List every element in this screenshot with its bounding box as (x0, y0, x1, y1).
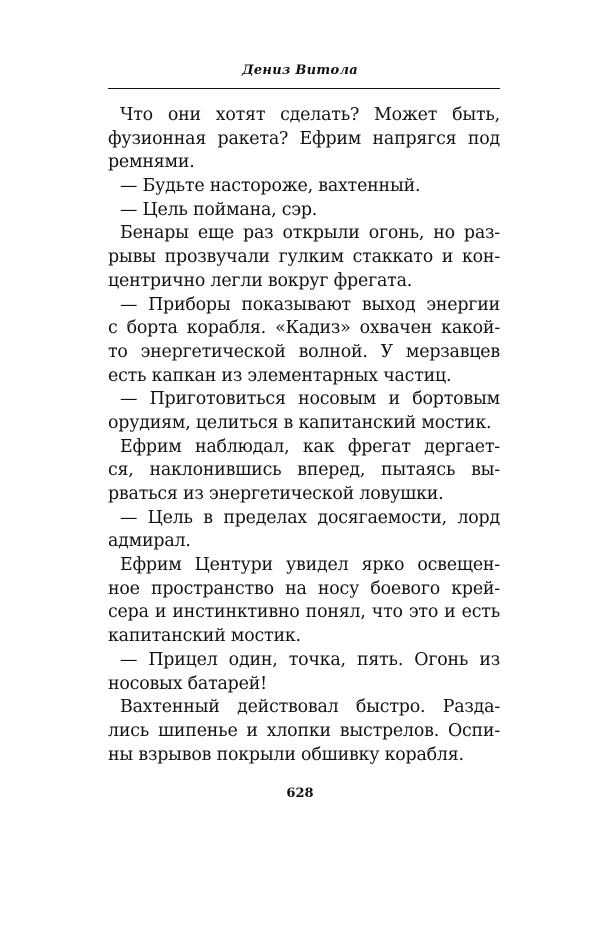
text-line: капитанский мостик. (108, 626, 301, 647)
text-line: лись шипенье и хлопки выстрелов. Оспи- (108, 720, 500, 741)
text-line: ное пространство на носу боевого крей- (108, 578, 500, 599)
text-line: — Цель в пределах досягаемости, лорд (120, 507, 500, 528)
text-line: ремнями. (108, 152, 195, 173)
text-line: то энергетической волной. У мерзавцев (108, 341, 500, 362)
page-number: 628 (286, 786, 314, 801)
text-line: центрично легли вокруг фрегата. (108, 270, 413, 291)
text-line: рваться из энергетической ловушки. (108, 484, 444, 504)
header-rule (108, 88, 500, 89)
text-line: сера и инстинктивно понял, что это и есть (108, 602, 500, 623)
text-line: Бенары еще раз открыли огонь, но раз- (120, 223, 500, 244)
body-text (108, 104, 500, 767)
text-line: Что они хотят сделать? Может быть, (120, 105, 500, 125)
text-line: — Прицел один, точка, пять. Огонь из (120, 649, 500, 670)
text-line: Вахтенный действовал быстро. Разда- (120, 697, 500, 718)
text-line: ны взрывов покрыли обшивку корабля. (108, 744, 464, 765)
text-line: ся, наклонившись вперед, пытаясь вы- (108, 460, 500, 481)
text-line: — Приборы показывают выход энергии (120, 294, 500, 315)
text-line: Ефрим Центури увидел ярко освещен- (120, 555, 500, 576)
text-line: орудиям, целиться в капитанский мостик. (108, 412, 492, 433)
text-line: носовых батарей! (108, 673, 267, 694)
text-line: фузионная ракета? Ефрим напрягся под (108, 128, 500, 149)
text-line: Ефрим наблюдал, как фрегат дергает- (120, 436, 500, 457)
text-line: — Приготовиться носовым и бортовым (120, 389, 500, 410)
text-line: с борта корабля. «Кадиз» охвачен какой- (108, 318, 500, 339)
text-line: — Будьте настороже, вахтенный. (120, 176, 421, 197)
running-head: Дениз Витола (242, 63, 358, 78)
text-line: рывы прозвучали гулким стаккато и кон- (108, 247, 500, 268)
text-line: — Цель поймана, сэр. (120, 199, 318, 220)
text-line: есть капкан из элементарных частиц. (108, 365, 452, 386)
text-line: адмирал. (108, 531, 191, 552)
